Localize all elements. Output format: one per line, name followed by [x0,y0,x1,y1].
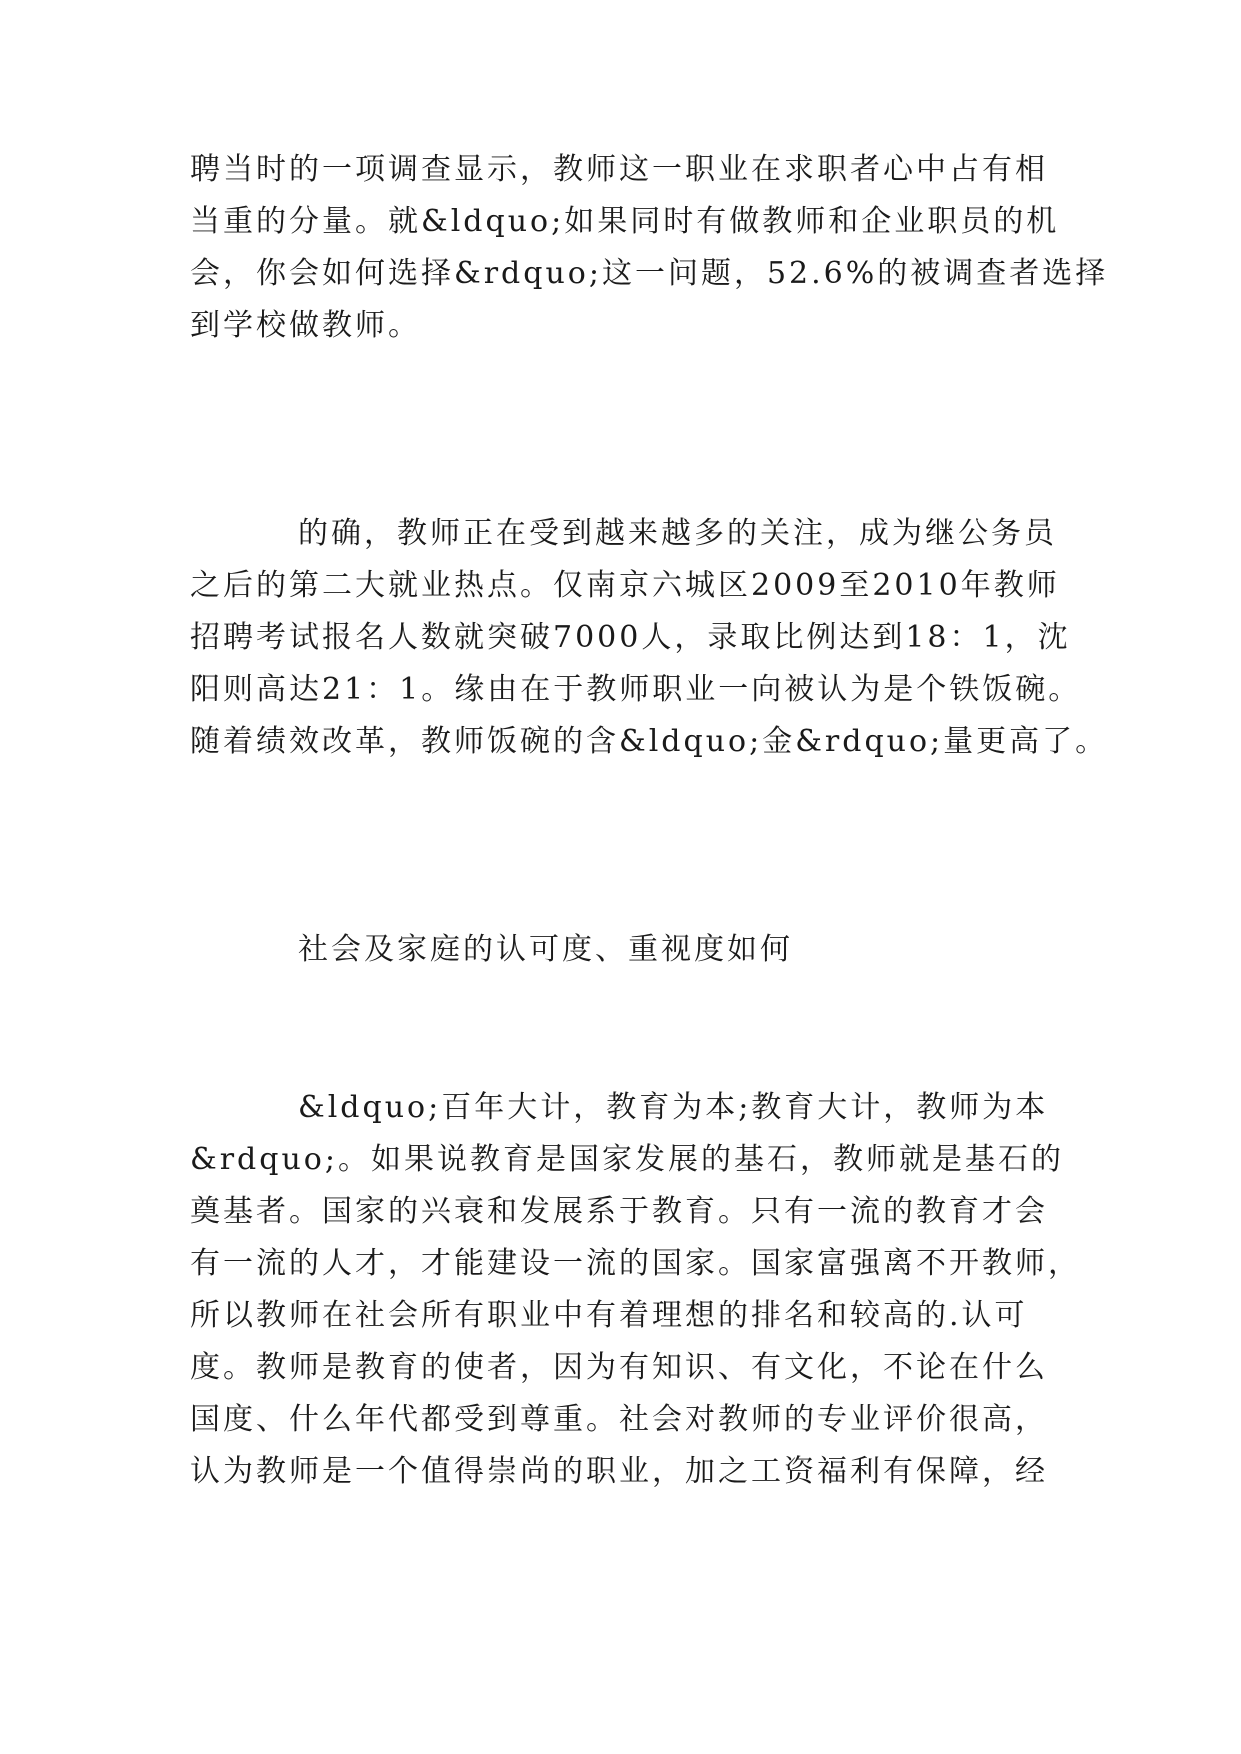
paragraph-1-line: 到学校做教师。 [190,308,421,343]
paragraph-2-line: 招聘考试报名人数就突破7000人，录取比例达到18：1，沈 [190,620,1071,655]
paragraph-2-line: 的确，教师正在受到越来越多的关注，成为继公务员 [298,516,1057,551]
paragraph-1-line: 会，你会如何选择&rdquo;这一问题，52.6%的被调查者选择 [190,256,1109,291]
paragraph-3-line: 所以教师在社会所有职业中有着理想的排名和较高的.认可 [190,1298,1028,1333]
paragraph-3-line: 奠基者。国家的兴衰和发展系于教育。只有一流的教育才会 [190,1194,1048,1229]
paragraph-1-line: 聘当时的一项调查显示，教师这一职业在求职者心中占有相 [190,152,1048,187]
paragraph-2-line: 之后的第二大就业热点。仅南京六城区2009至2010年教师 [190,568,1060,603]
paragraph-2-line: 随着绩效改革，教师饭碗的含&ldquo;金&rdquo;量更高了。 [190,724,1109,759]
paragraph-1-line: 当重的分量。就&ldquo;如果同时有做教师和企业职员的机 [190,204,1060,239]
paragraph-3-line: &rdquo;。如果说教育是国家发展的基石，教师就是基石的 [190,1142,1064,1177]
paragraph-3-line: 认为教师是一个值得崇尚的职业，加之工资福利有保障，经 [190,1454,1048,1489]
paragraph-3-line: 国度、什么年代都受到尊重。社会对教师的专业评价很高， [190,1402,1048,1437]
section-heading: 社会及家庭的认可度、重视度如何 [298,932,793,967]
paragraph-3-line: &ldquo;百年大计，教育为本;教育大计，教师为本 [298,1090,1049,1125]
paragraph-3-line: 度。教师是教育的使者，因为有知识、有文化，不论在什么 [190,1350,1048,1385]
paragraph-2-line: 阳则高达21：1。缘由在于教师职业一向被认为是个铁饭碗。 [190,672,1082,707]
paragraph-3-line: 有一流的人才，才能建设一流的国家。国家富强离不开教师， [190,1246,1081,1281]
